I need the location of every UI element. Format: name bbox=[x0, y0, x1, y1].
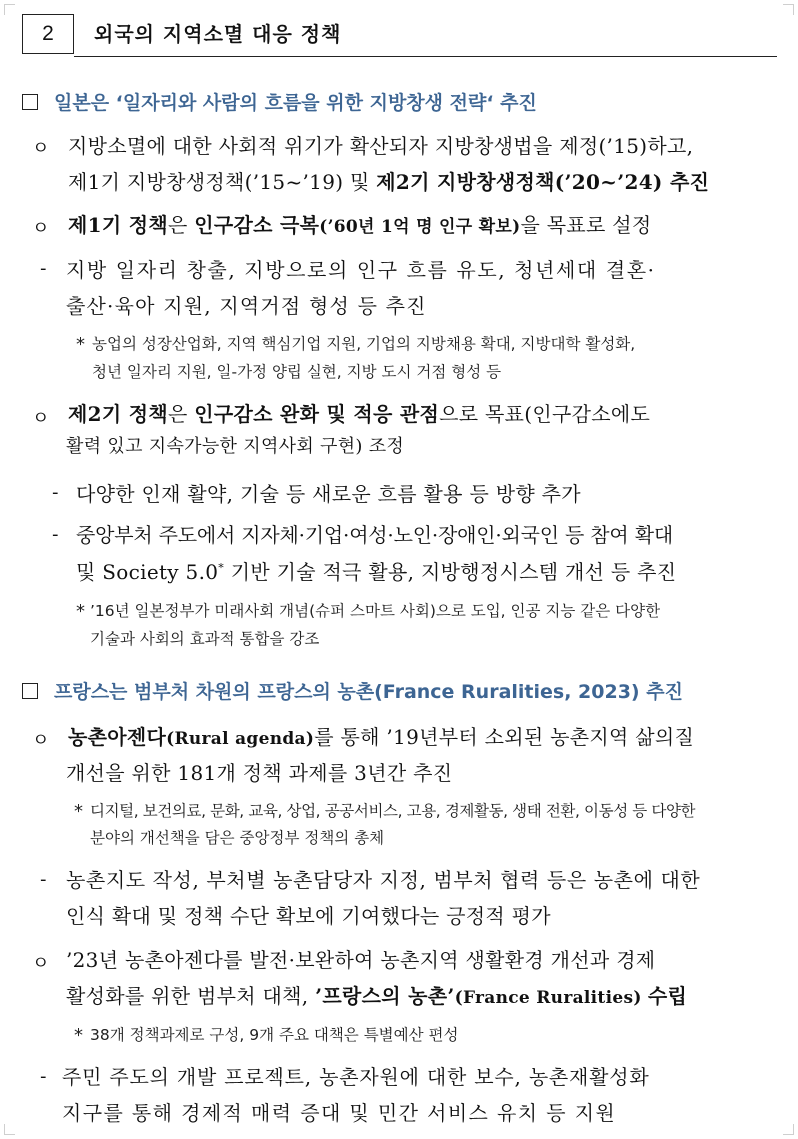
japan-p3-line1 bbox=[68, 398, 650, 427]
crop-mark-top-right bbox=[783, 4, 794, 15]
japan-d1-line1: 지방 일자리 창출, 지방으로의 인구 흐름 유도, 청년세대 결혼· bbox=[66, 258, 656, 282]
japan-p2-target: (’60년 1억 명 인구 확보) bbox=[319, 217, 521, 237]
japan-p3-term: 제2기 정책 bbox=[68, 402, 168, 426]
japan-d2: 다양한 인재 활약, 기술 등 새로운 흐름 활용 등 방향 추가 bbox=[76, 482, 581, 506]
japan-p3-particle: 은 bbox=[167, 402, 195, 426]
japan-p2-rest: 을 목표로 설정 bbox=[520, 213, 652, 237]
section-underline bbox=[74, 56, 777, 57]
france-p2-line2 bbox=[66, 980, 687, 1009]
france-d1-line1: 농촌지도 작성, 부처별 농촌담당자 지정, 범부처 협력 등은 농촌에 대한 bbox=[66, 868, 701, 892]
france-p2-program-en: (France Ruralities) bbox=[454, 988, 648, 1008]
japan-d3-footnote-mark: * bbox=[218, 561, 225, 575]
japan-p1-line2 bbox=[68, 166, 709, 195]
dash-bullet: - bbox=[40, 1066, 47, 1087]
dash-bullet: - bbox=[52, 482, 59, 503]
france-note1-line1: 디지털, 보건의료, 문화, 교육, 상업, 공공서비스, 고용, 경제활동, 생태 전환, 이동성 등 다양한 bbox=[90, 802, 696, 820]
france-p2-line1: ’23년 농촌아젠다를 발전·보완하여 농촌지역 생활환경 개선과 경제 bbox=[66, 948, 656, 972]
france-p1-rest: 를 통해 ’19년부터 소외된 농촌지역 삶의질 bbox=[314, 725, 695, 749]
france-p2-program: ’프랑스의 농촌’ bbox=[315, 984, 455, 1008]
japan-note2-line2: 기술과 사회의 효과적 통합을 강조 bbox=[90, 630, 320, 648]
france-d1-line2: 인식 확대 및 정책 수단 확보에 기여했다는 긍정적 평가 bbox=[66, 904, 551, 928]
asterisk-mark: * bbox=[76, 334, 85, 355]
japan-p1-line2-part1: 제1기 지방창생정책(’15~’19) 및 bbox=[68, 170, 377, 194]
japan-p2-goal: 인구감소 극복 bbox=[194, 213, 320, 237]
crop-mark-bottom-right bbox=[783, 1124, 794, 1135]
france-p1-line1 bbox=[68, 721, 694, 750]
japan-p1-line1: 지방소멸에 대한 사회적 위기가 확산되자 지방창생법을 제정(’15)하고, bbox=[68, 134, 694, 158]
crop-mark-top-left bbox=[4, 4, 15, 15]
france-p1-term: 농촌아젠다 bbox=[68, 725, 167, 749]
japan-d1-line2: 출산·육아 지원, 지역거점 형성 등 추진 bbox=[66, 294, 427, 318]
section-header bbox=[22, 14, 777, 58]
section-title: 외국의 지역소멸 대응 정책 bbox=[94, 22, 342, 46]
section-number: 2 bbox=[22, 14, 74, 54]
circle-bullet-icon: ㅇ bbox=[32, 218, 50, 239]
circle-bullet-icon: ㅇ bbox=[32, 730, 50, 751]
circle-bullet-icon: ㅇ bbox=[32, 953, 50, 974]
checkbox-square-icon bbox=[22, 683, 38, 699]
japan-p2-particle: 은 bbox=[167, 213, 195, 237]
france-p1-line2: 개선을 위한 181개 정책 과제를 3년간 추진 bbox=[66, 761, 453, 785]
asterisk-mark: * bbox=[74, 801, 83, 822]
japan-p1-line2-bold: 제2기 지방창생정책 bbox=[376, 170, 555, 194]
japan-p3-rest: 으로 목표(인구감소에도 bbox=[439, 402, 651, 426]
circle-bullet-icon: ㅇ bbox=[32, 408, 50, 429]
japan-p3-line2: 활력 있고 지속가능한 지역사회 구현) 조정 bbox=[66, 436, 405, 457]
france-p1-term-en: (Rural agenda) bbox=[166, 729, 315, 749]
japan-note1-line2: 청년 일자리 지원, 일-가정 양립 실현, 지방 도시 거점 형성 등 bbox=[92, 363, 502, 381]
france-p2-established: 수립 bbox=[647, 984, 688, 1008]
dash-bullet: - bbox=[52, 524, 59, 545]
japan-p2-term: 제1기 정책 bbox=[68, 213, 168, 237]
japan-heading: 일본은 ‘일자리와 사람의 흐름을 위한 지방창생 전략‘ 추진 bbox=[54, 92, 537, 114]
france-heading: 프랑스는 범부처 차원의 프랑스의 농촌(France Ruralities, 2023) 추진 bbox=[54, 681, 683, 703]
asterisk-mark: * bbox=[76, 601, 85, 622]
japan-d3-line1: 중앙부처 주도에서 지자체·기업·여성·노인·장애인·외국인 등 참여 확대 bbox=[76, 523, 673, 547]
crop-mark-bottom-left bbox=[4, 1124, 15, 1135]
japan-p3-goal: 인구감소 완화 및 적응 관점 bbox=[194, 402, 440, 426]
checkbox-square-icon bbox=[22, 94, 38, 110]
france-p2-line2-part1: 활성화를 위한 범부처 대책, bbox=[66, 984, 316, 1008]
japan-p1-line2-part3: (’20~’24) 추진 bbox=[554, 170, 710, 194]
dash-bullet: - bbox=[40, 869, 47, 890]
dash-bullet: - bbox=[40, 258, 47, 279]
asterisk-mark: * bbox=[74, 1025, 83, 1046]
circle-bullet-icon: ㅇ bbox=[32, 138, 50, 159]
france-note1-line2: 분야의 개선책을 담은 중앙정부 정책의 총체 bbox=[90, 829, 385, 847]
france-d2-line1: 주민 주도의 개발 프로젝트, 농촌자원에 대한 보수, 농촌재활성화 bbox=[62, 1065, 650, 1089]
japan-d3-line2-part2: 기반 기술 적극 활용, 지방행정시스템 개선 등 추진 bbox=[224, 560, 677, 584]
japan-note1-line1: 농업의 성장산업화, 지역 핵심기업 지원, 기업의 지방채용 확대, 지방대학 활성화, bbox=[92, 335, 636, 353]
france-note2: 38개 정책과제로 구성, 9개 주요 대책은 특별예산 편성 bbox=[90, 1026, 459, 1044]
japan-d3-line2 bbox=[76, 556, 676, 585]
japan-p2 bbox=[68, 209, 652, 238]
france-d2-line2: 지구를 통해 경제적 매력 증대 및 민간 서비스 유치 등 지원 bbox=[62, 1101, 617, 1125]
japan-note2-line1: ’16년 일본정부가 미래사회 개념(슈퍼 스마트 사회)으로 도입, 인공 지능 같은 다양한 bbox=[90, 602, 661, 620]
japan-d3-line2-part1: 및 Society 5.0 bbox=[76, 560, 219, 584]
